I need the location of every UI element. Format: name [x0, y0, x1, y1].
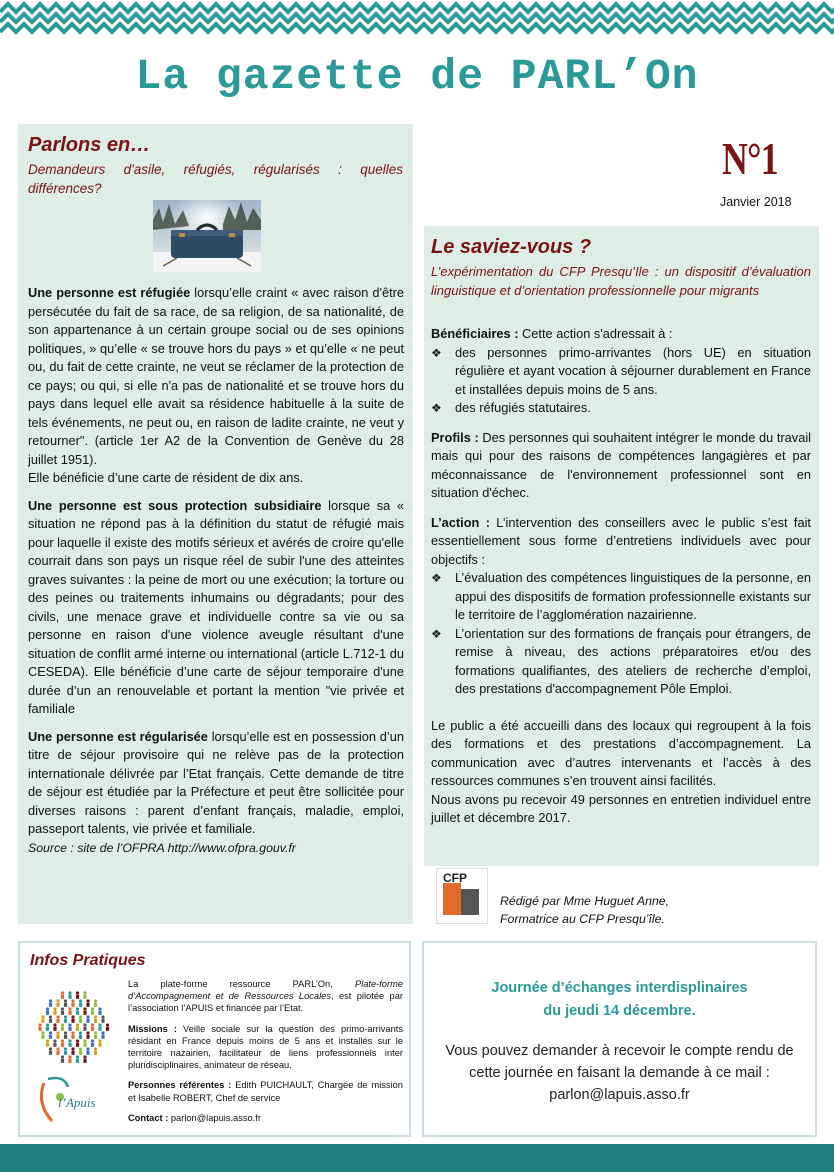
- apuis-logo-text: l’Apuis: [58, 1095, 96, 1110]
- person-body: [86, 1003, 89, 1007]
- person-head: [91, 1039, 94, 1042]
- person-body: [53, 1027, 56, 1031]
- parlons-title: Parlons en…: [28, 134, 151, 156]
- source-note: Source : site de l’OFPRA http://www.ofpra.gouv.fr: [28, 840, 296, 855]
- person-body: [86, 1019, 89, 1023]
- person-head: [41, 1031, 44, 1034]
- journee-body: Vous pouvez demander à recevoir le compte rendu de cette journée en faisant la demande à ce mail : parlon@lapuis.asso.fr: [445, 1043, 794, 1103]
- person-body: [71, 1019, 74, 1023]
- person-body: [86, 1035, 89, 1039]
- person-head: [71, 999, 74, 1002]
- person-body: [91, 1027, 94, 1031]
- person-body: [71, 1051, 74, 1055]
- refugee-definition: lorsqu’elle craint « avec raison d'être persécutée du fait de sa race, de sa religion, de sa nationalité, de son appartenance à un certain groupe social ou de ses opinions politiques, » qu’elle « se trouve hors du pays » et qu’elle « ne peut ou, du fait de cette crainte, ne veut se réclamer de la protection de ce pays; ou qui, si elle n'a pas de nationalité et se trouve hors du pays dans lequel elle avait sa résidence habituelle à la suite de tels événements, ne peut ou, en raison de ladite crainte, ne veut y retourner". (article 1er A2 de la Convention de Genève du 28 juillet 1951).: [28, 285, 405, 467]
- person-head: [53, 1007, 56, 1010]
- list-item: ❖ des personnes primo-arrivantes (hors UE) en situation régulière et ayant vocation à séjourner durablement en France et installées depuis moins de 5 ans.: [431, 344, 811, 397]
- signature-line-2: Formatrice au CFP Presqu’île.: [500, 912, 665, 926]
- person-head: [83, 1023, 86, 1026]
- person-head: [49, 1015, 52, 1018]
- person-head: [68, 1055, 71, 1058]
- person-body: [94, 1019, 97, 1023]
- person-body: [79, 1003, 82, 1007]
- infos-intro-1: La plate-forme ressource PARL’On,: [128, 979, 355, 989]
- person-head: [94, 1015, 97, 1018]
- person-head: [68, 991, 71, 994]
- person-head: [64, 1031, 67, 1034]
- person-head: [79, 1015, 82, 1018]
- saviez-subtitle: L’expérimentation du CFP Presqu’Ile : un dispositif d’évaluation linguistique et d’orientation professionnelle pour migrants: [431, 264, 811, 298]
- person-body: [76, 995, 79, 999]
- person-body: [76, 1027, 79, 1031]
- person-head: [94, 1031, 97, 1034]
- person-body: [98, 1027, 101, 1031]
- person-body: [101, 1019, 104, 1023]
- person-body: [49, 1019, 52, 1023]
- person-body: [56, 1051, 59, 1055]
- person-body: [68, 995, 71, 999]
- person-head: [86, 1031, 89, 1034]
- person-head: [49, 999, 52, 1002]
- person-head: [94, 999, 97, 1002]
- person-head: [86, 1047, 89, 1050]
- person-head: [101, 1031, 104, 1034]
- person-head: [64, 999, 67, 1002]
- suitcase-photo: [153, 200, 261, 272]
- person-body: [61, 995, 64, 999]
- person-head: [64, 1015, 67, 1018]
- person-body: [94, 1051, 97, 1055]
- person-body: [53, 1043, 56, 1047]
- issue-number: N°1: [722, 133, 778, 184]
- referents-text: Edith PUICHAULT, Chargée de mission et Isabelle ROBERT, Chef de service: [128, 1080, 403, 1103]
- newsletter-title: La gazette de PARL’On: [135, 52, 699, 101]
- person-head: [49, 1031, 52, 1034]
- diamond-bullet-icon: ❖: [431, 626, 442, 641]
- person-body: [79, 1051, 82, 1055]
- person-body: [98, 1011, 101, 1015]
- person-head: [61, 1055, 64, 1058]
- person-body: [68, 1043, 71, 1047]
- person-head: [46, 1039, 49, 1042]
- diamond-bullet-icon: ❖: [431, 345, 442, 360]
- person-body: [64, 1035, 67, 1039]
- person-body: [53, 1011, 56, 1015]
- person-body: [79, 1035, 82, 1039]
- person-body: [98, 1043, 101, 1047]
- person-body: [56, 1035, 59, 1039]
- person-body: [83, 1027, 86, 1031]
- person-body: [76, 1011, 79, 1015]
- parlons-subtitle: Demandeurs d'asile, réfugiés, régularisés : quelles différences?: [28, 162, 403, 196]
- person-head: [49, 1047, 52, 1050]
- profils-label: Profils :: [431, 429, 479, 445]
- person-head: [53, 1023, 56, 1026]
- person-body: [94, 1003, 97, 1007]
- person-body: [46, 1011, 49, 1015]
- journee-box: [422, 941, 817, 1137]
- regularized-definition: lorsqu’elle est en possession d’un titre de séjour provisoire qui ne relève pas de la protection internationale délivrée par l’Etat français. Cette demande de titre de séjour est étudiée par la Préfecture et peut être sollicitée pour diverses raisons : parent d’enfant français, maladie, emploi, passeport talents, vie privée et familiale.: [28, 728, 404, 836]
- refugee-card-note: Elle bénéficie d’une carte de résident de dix ans.: [28, 470, 304, 485]
- person-head: [101, 1015, 104, 1018]
- referents-label: Personnes référentes :: [128, 1080, 232, 1091]
- person-head: [41, 1015, 44, 1018]
- saviez-title: Le saviez-vous ?: [431, 236, 592, 258]
- subsidiary-term: Une personne est sous protection subsidiaire: [28, 497, 322, 513]
- person-head: [83, 1007, 86, 1010]
- action-label: L’action :: [431, 514, 490, 530]
- person-body: [49, 1035, 52, 1039]
- person-body: [91, 1011, 94, 1015]
- person-body: [61, 1043, 64, 1047]
- people-cluster-image: [34, 987, 114, 1067]
- person-body: [41, 1035, 44, 1039]
- list-item: ❖ des réfugiés statutaires.: [431, 399, 811, 418]
- person-head: [106, 1023, 109, 1026]
- beneficiaires-text: Cette action s'adressait à :: [518, 326, 673, 341]
- person-body: [41, 1019, 44, 1023]
- person-head: [76, 1039, 79, 1042]
- person-head: [68, 1039, 71, 1042]
- person-head: [68, 1007, 71, 1010]
- person-body: [86, 1051, 89, 1055]
- person-head: [86, 1015, 89, 1018]
- list-item: ❖ L’évaluation des compétences linguistiques de la personne, en appui des dispositifs de formation professionnelle existants sur le territoire de l’agglomération nazairienne.: [431, 570, 811, 622]
- person-head: [94, 1047, 97, 1050]
- person-body: [46, 1043, 49, 1047]
- person-head: [71, 1031, 74, 1034]
- infos-title: Infos Pratiques: [30, 952, 146, 969]
- person-head: [83, 1055, 86, 1058]
- cfp-logo-text: CFP: [443, 871, 467, 885]
- person-head: [76, 991, 79, 994]
- contact-email-link[interactable]: parlon@lapuis.asso.fr: [168, 1112, 261, 1123]
- infos-intro-2: , est pilotée par l’association l’APUIS et financée par l’Etat.: [128, 991, 403, 1014]
- person-body: [46, 1027, 49, 1031]
- person-head: [64, 1047, 67, 1050]
- beneficiaires-label: Bénéficiaires :: [431, 326, 519, 341]
- person-body: [83, 995, 86, 999]
- regularized-term: Une personne est régularisée: [28, 728, 208, 744]
- signature-line-1: Rédigé par Mme Huguet Anne,: [500, 894, 670, 908]
- person-head: [56, 1031, 59, 1034]
- person-head: [71, 1015, 74, 1018]
- person-body: [76, 1043, 79, 1047]
- person-head: [46, 1007, 49, 1010]
- journee-heading-2: du jeudi 14 décembre.: [543, 1003, 696, 1019]
- person-head: [98, 1023, 101, 1026]
- person-head: [53, 1039, 56, 1042]
- saviez-panel: [424, 226, 819, 866]
- person-body: [79, 1019, 82, 1023]
- person-head: [83, 1039, 86, 1042]
- person-head: [61, 991, 64, 994]
- list-item: ❖ L’orientation sur des formations de français pour étrangers, de remise à niveau, des actions préparatoires et/ou des formations qualifiantes, des ateliers de recherche d’emploi, des prestations d'accompagnement Pôle Emploi.: [431, 625, 811, 696]
- person-head: [98, 1039, 101, 1042]
- person-body: [49, 1003, 52, 1007]
- person-body: [83, 1011, 86, 1015]
- subsidiary-definition: lorsque sa « situation ne répond pas à la définition du statut de réfugié mais pour laquelle il existe des motifs sérieux et avérés de croire qu'elle courrait dans son pays un risque réel de subir l'une des atteintes graves suivantes : la peine de mort ou une exécution; la torture ou des peines ou traitements inhumains ou dégradants; pour des civils, une menace grave et individuelle contre sa vie ou sa personne en raison d'une violence aveugle résultant d'une situation de conflit armé interne ou international (article L.712-1 du CESEDA). Elle bénéficie d’une carte de séjour temporaire d'une durée d’un an renouvelable et portant la mention "vie privée et familiale: [28, 497, 404, 716]
- person-head: [86, 999, 89, 1002]
- closing-paragraph: Le public a été accueilli dans des locaux qui regroupent à la fois des formations et des prestations d’accompagnement. La communication avec d’autres intervenants et l’accès à des ressources communes s’en trouvent ainsi facilités.: [431, 717, 811, 788]
- person-body: [49, 1051, 52, 1055]
- person-body: [94, 1035, 97, 1039]
- person-head: [83, 991, 86, 994]
- contact-label: Contact :: [128, 1112, 169, 1123]
- issue-date: Janvier 2018: [720, 195, 792, 209]
- person-head: [76, 1055, 79, 1058]
- person-body: [83, 1059, 86, 1063]
- person-body: [56, 1019, 59, 1023]
- person-head: [68, 1023, 71, 1026]
- profils-text: Des personnes qui souhaitent intégrer le monde du travail mais qui pour des raisons de compétences langagières et par méconnaissance de l'environnement professionnel sont en situation d'échec.: [431, 429, 812, 500]
- diamond-bullet-icon: ❖: [431, 571, 442, 585]
- missions-label: Missions :: [128, 1023, 177, 1034]
- person-head: [76, 1007, 79, 1010]
- person-head: [79, 999, 82, 1002]
- person-head: [91, 1007, 94, 1010]
- person-body: [76, 1059, 79, 1063]
- person-head: [71, 1047, 74, 1050]
- infos-box: [18, 941, 411, 1137]
- person-body: [106, 1027, 109, 1031]
- infos-intro-italic: Plate-forme d’Accompagnement et de Ressources Locales: [128, 979, 403, 1002]
- person-body: [91, 1043, 94, 1047]
- beneficiaires-list: [431, 344, 811, 418]
- person-body: [38, 1027, 41, 1031]
- person-body: [71, 1003, 74, 1007]
- person-body: [101, 1035, 104, 1039]
- closing-count: Nous avons pu recevoir 49 personnes en entretien individuel entre juillet et décembre 2017.: [431, 791, 811, 825]
- zigzag-border: [0, 0, 834, 36]
- diamond-bullet-icon: ❖: [431, 401, 442, 415]
- person-head: [61, 1039, 64, 1042]
- person-body: [68, 1027, 71, 1031]
- person-head: [76, 1023, 79, 1026]
- action-text: L’intervention des conseillers avec le public s’est fait essentiellement sous forme d’entretiens individuels avec pour objectifs :: [431, 514, 811, 567]
- person-head: [79, 1047, 82, 1050]
- person-head: [79, 1031, 82, 1034]
- refugee-term: Une personne est réfugiée: [28, 285, 191, 300]
- objectives-list: [431, 569, 811, 699]
- person-body: [68, 1011, 71, 1015]
- person-body: [64, 1051, 67, 1055]
- person-head: [61, 1007, 64, 1010]
- person-head: [56, 1015, 59, 1018]
- person-head: [98, 1007, 101, 1010]
- missions-text: Veille sociale sur la question des primo-arrivants résidant en France depuis moins de 5 ans et installés sur le territoire nazairien, facilitateur de liens professionnels inter pluridisciplinaires, animateur de réseau.: [128, 1023, 403, 1071]
- journee-heading-1: Journée d’échanges interdisplinaires: [491, 980, 748, 996]
- person-head: [38, 1023, 41, 1026]
- person-body: [64, 1019, 67, 1023]
- person-body: [61, 1059, 64, 1063]
- person-body: [83, 1043, 86, 1047]
- person-head: [56, 1047, 59, 1050]
- person-head: [46, 1023, 49, 1026]
- person-body: [71, 1035, 74, 1039]
- person-body: [64, 1003, 67, 1007]
- footer-bar: [0, 1144, 834, 1172]
- cfp-logo: [436, 868, 488, 924]
- person-body: [68, 1059, 71, 1063]
- person-body: [61, 1011, 64, 1015]
- person-body: [61, 1027, 64, 1031]
- person-head: [61, 1023, 64, 1026]
- person-head: [56, 999, 59, 1002]
- person-body: [56, 1003, 59, 1007]
- person-head: [91, 1023, 94, 1026]
